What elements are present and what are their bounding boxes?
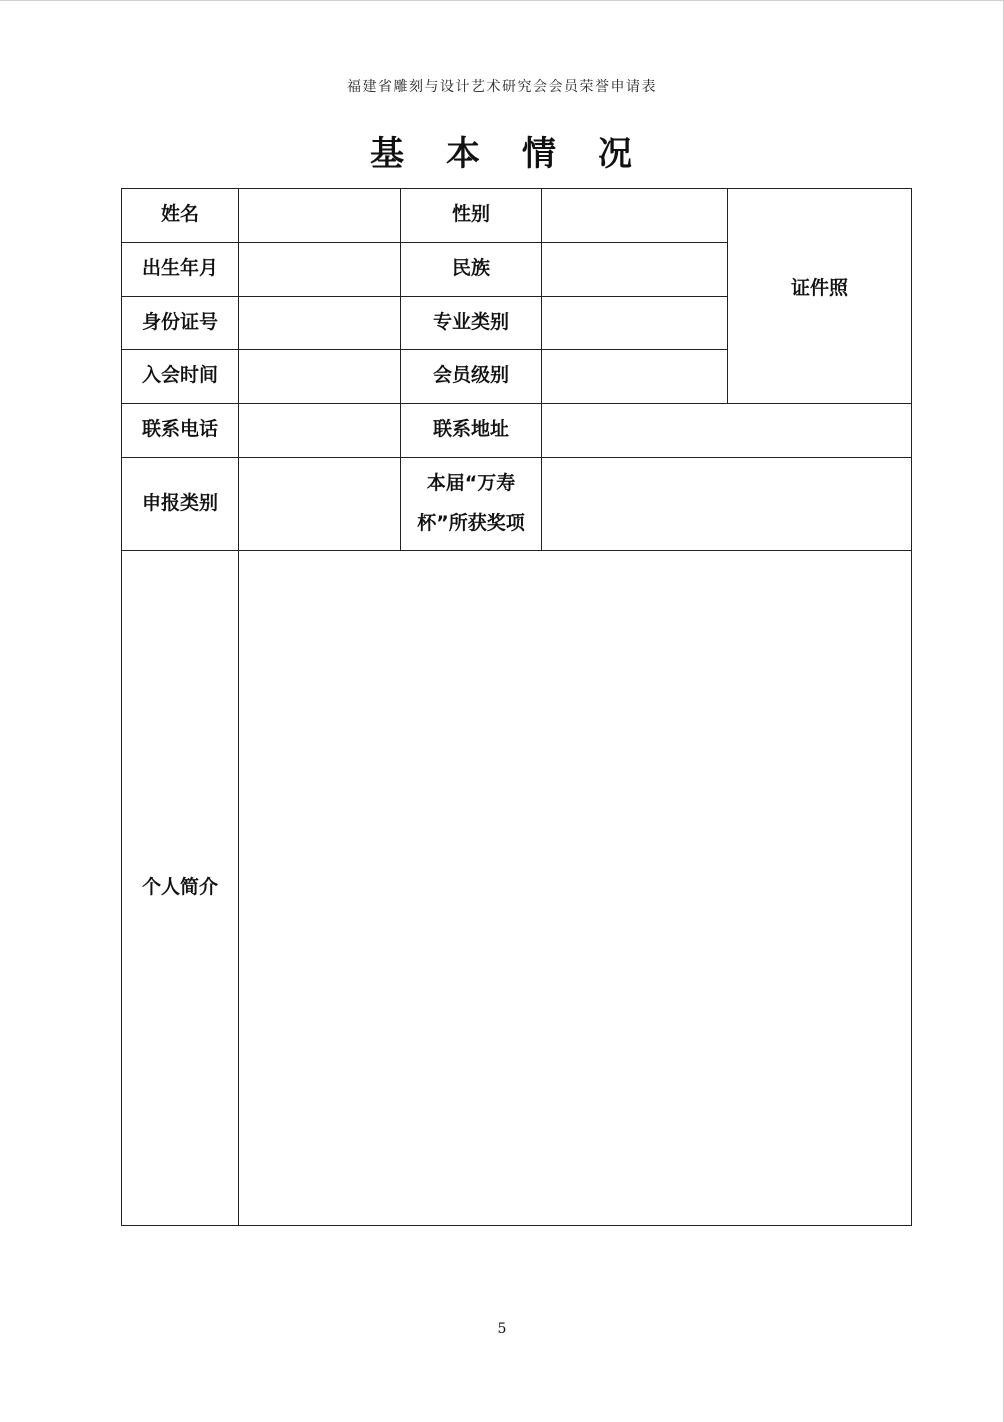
form-row-apply (122, 458, 912, 551)
specialty-field[interactable] (542, 297, 728, 350)
award-field[interactable] (542, 458, 912, 551)
form-row-bio (122, 551, 912, 1226)
phone-field[interactable] (239, 404, 401, 458)
address-label: 联系地址 (401, 404, 542, 458)
section-title (0, 126, 1004, 175)
apply-category-field[interactable] (239, 458, 401, 551)
apply-category-label: 申报类别 (122, 458, 239, 551)
section-title-char: 基 (370, 134, 406, 174)
gender-field[interactable] (542, 189, 728, 243)
birth-field[interactable] (239, 243, 401, 297)
bio-field[interactable] (239, 551, 912, 1226)
specialty-label: 专业类别 (401, 297, 542, 350)
ethnicity-label: 民族 (401, 243, 542, 297)
birth-label: 出生年月 (122, 243, 239, 297)
join-time-field[interactable] (239, 350, 401, 404)
form-row-contact (122, 404, 912, 458)
bio-label: 个人简介 (122, 551, 239, 1226)
section-title-char: 况 (598, 134, 634, 174)
document-header: 福建省雕刻与设计艺术研究会会员荣誉申请表 (347, 79, 657, 95)
member-level-label: 会员级别 (401, 350, 542, 404)
join-time-label: 入会时间 (122, 350, 239, 404)
form-row-name (122, 189, 912, 243)
name-label: 姓名 (122, 189, 239, 243)
name-field[interactable] (239, 189, 401, 243)
section-title-char: 情 (522, 134, 558, 174)
id-number-field[interactable] (239, 297, 401, 350)
phone-label: 联系电话 (122, 404, 239, 458)
award-label-line2: 杯”所获奖项 (417, 512, 525, 534)
application-form-table (121, 188, 912, 1226)
page-edge-top (0, 0, 1004, 1)
gender-label: 性别 (401, 189, 542, 243)
award-label-line1: 本届“万寿 (426, 472, 516, 494)
address-field[interactable] (542, 404, 912, 458)
id-number-label: 身份证号 (122, 297, 239, 350)
award-label (401, 458, 542, 551)
page-number: 5 (497, 1321, 507, 1337)
section-title-char: 本 (446, 134, 482, 174)
photo-box[interactable]: 证件照 (728, 189, 912, 404)
member-level-field[interactable] (542, 350, 728, 404)
ethnicity-field[interactable] (542, 243, 728, 297)
